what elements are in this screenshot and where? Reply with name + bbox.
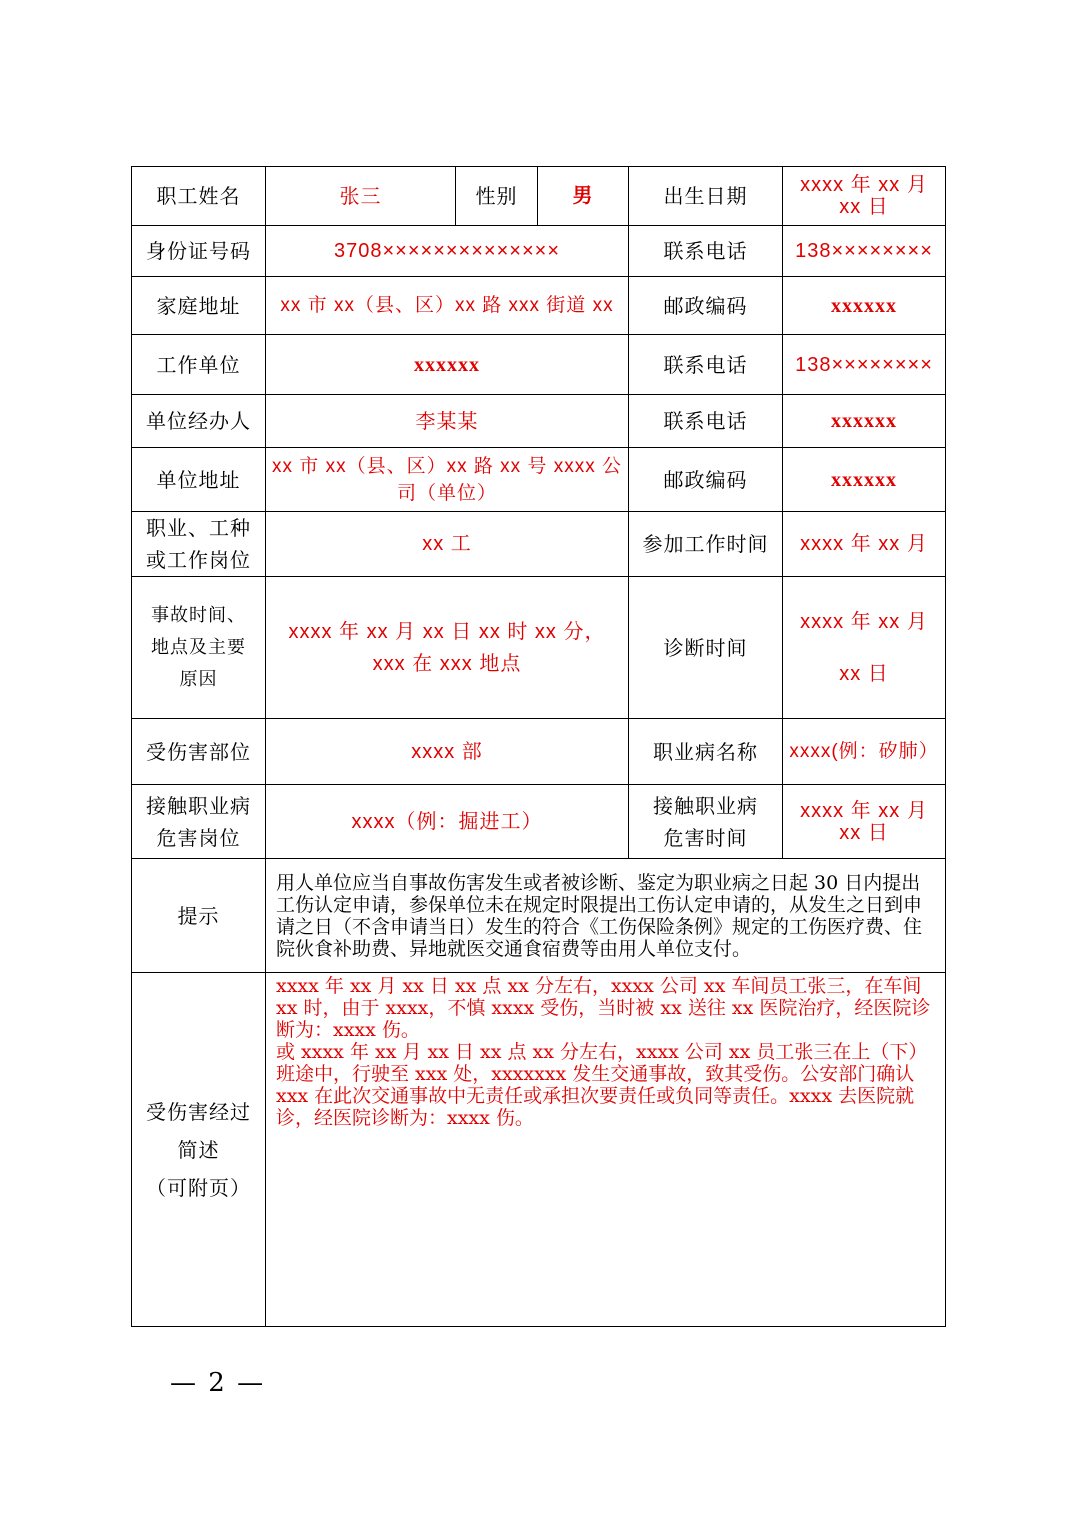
- form-row-job: [132, 512, 946, 577]
- form-row-agent: [132, 395, 946, 448]
- unit-postcode-label: 邮政编码: [629, 448, 783, 512]
- agent-value: 李某某: [266, 395, 629, 448]
- narrative-text: [266, 973, 946, 1327]
- tip-text: 用人单位应当自事故伤害发生或者被诊断、鉴定为职业病之日起 30 日内提出工伤认定申请，参保单位未在规定时限提出工伤认定申请的，从发生之日到申请之日（不含申请当日）发生的符合《工伤保险条例》规定的工伤医疗费、住院伙食补助费、异地就医交通食宿费等由用人单位支付。: [266, 859, 946, 973]
- employer-label: 工作单位: [132, 335, 266, 395]
- disease-label: 职业病名称: [629, 719, 783, 785]
- agent-phone-value: xxxxxx: [783, 395, 946, 448]
- start-label: 参加工作时间: [629, 512, 783, 577]
- form-row-employer: [132, 335, 946, 395]
- agent-label: 单位经办人: [132, 395, 266, 448]
- unit-postcode-value: xxxxxx: [783, 448, 946, 512]
- form-row-address: [132, 277, 946, 335]
- agent-phone-label: 联系电话: [629, 395, 783, 448]
- start-value: xxxx 年 xx 月: [783, 512, 946, 577]
- narrative-paragraph-1: xxxx 年 xx 月 xx 日 xx 点 xx 分左右，xxxx 公司 xx 车间员工张三，在车间 xx 时，由于 xxxx，不慎 xxxx 受伤，当时被 xx 送往 xx 医院治疗，经医院诊断为：xxxx 伤。: [276, 975, 931, 1041]
- unit-address-label: 单位地址: [132, 448, 266, 512]
- unit-address-value: xx 市 xx（县、区）xx 路 xx 号 xxxx 公司（单位）: [266, 448, 629, 512]
- employer-phone-label: 联系电话: [629, 335, 783, 395]
- narrative-label-line3: （可附页）: [146, 1175, 251, 1200]
- address-label: 家庭地址: [132, 277, 266, 335]
- job-value: xx 工: [266, 512, 629, 577]
- tip-label: 提示: [132, 859, 266, 973]
- accident-value: xxxx 年 xx 月 xx 日 xx 时 xx 分，xxx 在 xxx 地点: [266, 577, 629, 719]
- phone-label: 联系电话: [629, 226, 783, 277]
- injury-application-form: [131, 166, 946, 1327]
- accident-label: 事故时间、地点及主要原因: [132, 577, 266, 719]
- id-value: 3708××××××××××××××: [266, 226, 629, 277]
- diagnosis-value: xxxx 年 xx 月 xx 日: [783, 577, 946, 719]
- diagnosis-label: 诊断时间: [629, 577, 783, 719]
- gender-value: 男: [538, 167, 629, 226]
- form-row-narrative: [132, 973, 946, 1327]
- id-label: 身份证号码: [132, 226, 266, 277]
- phone-value: 138××××××××: [783, 226, 946, 277]
- name-value: 张三: [266, 167, 456, 226]
- injury-label: 受伤害部位: [132, 719, 266, 785]
- page-number: — 2 —: [170, 1368, 266, 1398]
- narrative-paragraph-2: 或 xxxx 年 xx 月 xx 日 xx 点 xx 分左右，xxxx 公司 xx 员工张三在上（下）班途中，行驶至 xxx 处，xxxxxxx 发生交通事故，致其受伤。公安部门确认 xxx 在此次交通事故中无责任或承担次要责任或负同等责任。xxxx 去医院就诊，经医院诊断为：xxxx 伤。: [276, 1041, 928, 1129]
- job-label: 职业、工种或工作岗位: [132, 512, 266, 577]
- disease-value: xxxx(例：矽肺）: [783, 719, 946, 785]
- injury-value: xxxx 部: [266, 719, 629, 785]
- employer-value: xxxxxx: [266, 335, 629, 395]
- postcode-value: xxxxxx: [783, 277, 946, 335]
- duration-label: 接触职业病危害时间: [629, 785, 783, 859]
- narrative-label-line1: 受伤害经过: [146, 1099, 251, 1124]
- post-label: 接触职业病危害岗位: [132, 785, 266, 859]
- address-value: xx 市 xx（县、区）xx 路 xxx 街道 xx: [266, 277, 629, 335]
- form-row-accident: [132, 577, 946, 719]
- postcode-label: 邮政编码: [629, 277, 783, 335]
- employer-phone-value: 138××××××××: [783, 335, 946, 395]
- narrative-label-line2: 简述: [177, 1137, 220, 1162]
- name-label: 职工姓名: [132, 167, 266, 226]
- post-value: xxxx（例：掘进工）: [266, 785, 629, 859]
- birth-value: xxxx 年 xx 月 xx 日: [783, 167, 946, 226]
- duration-value: xxxx 年 xx 月 xx 日: [783, 785, 946, 859]
- form-row-unit-address: [132, 448, 946, 512]
- form-row-post: [132, 785, 946, 859]
- form-row-id: [132, 226, 946, 277]
- form-row-tip: [132, 859, 946, 973]
- narrative-label: [132, 973, 266, 1327]
- form-row-name: [132, 167, 946, 226]
- birth-label: 出生日期: [629, 167, 783, 226]
- gender-label: 性别: [456, 167, 538, 226]
- form-row-injury: [132, 719, 946, 785]
